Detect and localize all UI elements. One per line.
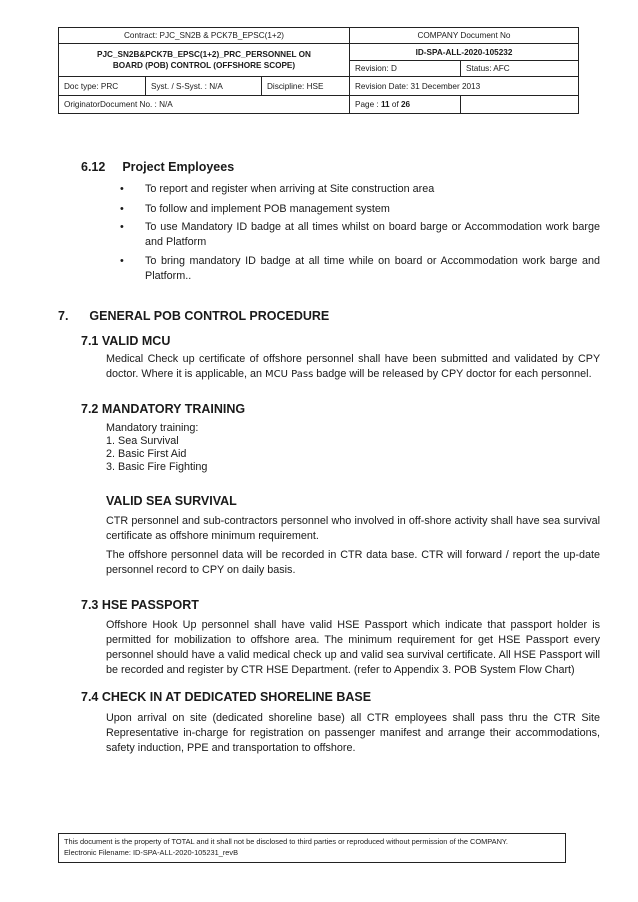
page-cell: [350, 96, 461, 114]
section-7-heading: [58, 309, 329, 323]
training-item: 1. Sea Survival: [106, 435, 179, 447]
bullet-text: To follow and implement POB management system: [145, 203, 390, 215]
discipline-cell: Discipline: HSE: [262, 77, 350, 96]
company-doc-label: COMPANY Document No: [350, 28, 579, 44]
status-cell: Status: AFC: [461, 61, 579, 77]
bullet-text: To report and register when arriving at Site construction area: [145, 183, 435, 195]
originator-doc-cell: OriginatorDocument No. : N/A: [59, 96, 350, 114]
contract-cell: Contract: PJC_SN2B & PCK7B_EPSC(1+2): [59, 28, 350, 44]
section-7-number: 7.: [58, 309, 69, 323]
training-list: [106, 422, 207, 474]
page-of: of: [389, 100, 401, 109]
section-7-3-paragraph: Offshore Hook Up personnel shall have valid HSE Passport which indicate that passport holder is permitted for mobilization to offshore area. The minimum requirement for get HSE Passport every personnel should have a valid medical check up and valid sea survival certificate. All HSE Passport will be recorded and register by CTR HSE Department. (refer to Appendix 3. POB System Flow Chart): [106, 619, 600, 676]
training-item: 2. Basic First Aid: [106, 448, 187, 460]
document-title: [59, 44, 350, 77]
revision-cell: Revision: D: [350, 61, 461, 77]
section-7-4-paragraph: Upon arrival on site (dedicated shoreline base) all CTR employees shall pass thru the CTR Site Representative in-charge for registration on passenger manifest and arrange their accommodations, safety induction, PPE and transportation to offshore.: [106, 712, 600, 754]
document-title-line1: PJC_SN2B&PCK7B_EPSC(1+2)_PRC_PERSONNEL ON: [97, 50, 311, 59]
section-6-12-number: 6.12: [81, 160, 106, 174]
sea-survival-para2: The offshore personnel data will be recorded in CTR data base. CTR will forward / report the up-date personnel record to CPY on daily basis.: [106, 549, 600, 576]
revision-date-cell: Revision Date: 31 December 2013: [350, 77, 579, 96]
document-title-line2: BOARD (POB) CONTROL (OFFSHORE SCOPE): [112, 61, 296, 70]
document-footer: [58, 833, 566, 863]
bullet-text: To bring mandatory ID badge at all time while on board or Accommodation work barge and Platform..: [145, 255, 600, 282]
section-7-title: GENERAL POB CONTROL PROCEDURE: [89, 309, 330, 323]
training-item: 3. Basic Fire Fighting: [106, 461, 208, 473]
mcu-para-line1: Medical Check up certificate of offshore personnel shall have been submitted and validated by CPY: [106, 353, 600, 365]
page-current: 11: [380, 100, 390, 109]
sea-survival-heading: VALID SEA SURVIVAL: [106, 494, 237, 508]
doc-type-cell: Doc type: PRC: [59, 77, 146, 96]
mcu-para-line2c: badge will be released by CPY doctor for each personnel.: [313, 368, 592, 380]
syst-cell: Syst. / S-Syst. : N/A: [146, 77, 262, 96]
page-prefix: Page :: [355, 100, 381, 109]
section-6-12-title: Project Employees: [122, 160, 235, 174]
bullet-text: To use Mandatory ID badge at all times whilst on board barge or Accommodation work barge and Platform: [145, 221, 600, 248]
document-header-table: [58, 27, 579, 114]
sea-survival-para1: CTR personnel and sub-contractors personnel who involved in off-shore activity shall have sea survival certificate as offshore minimum requirement.: [106, 515, 600, 542]
training-intro: Mandatory training:: [106, 422, 199, 434]
section-7-1-paragraph: [106, 352, 600, 382]
section-7-3-heading: 7.3 HSE PASSPORT: [81, 598, 199, 612]
document-number: ID-SPA-ALL-2020-105232: [350, 44, 579, 61]
section-7-2-heading: 7.2 MANDATORY TRAINING: [81, 402, 246, 416]
section-7-4-heading: 7.4 CHECK IN AT DEDICATED SHORELINE BASE: [81, 690, 372, 704]
section-7-1-heading: 7.1 VALID MCU: [81, 334, 171, 348]
empty-cell: [461, 96, 579, 114]
footer-disclaimer: This document is the property of TOTAL and it shall not be disclosed to third parties or reproduced without permission of the COMPANY.: [64, 837, 508, 846]
footer-filename: Electronic Filename: ID-SPA-ALL-2020-105231_revB: [64, 848, 239, 857]
page-total: 26: [401, 100, 411, 109]
mcu-para-line2a: doctor. Where it is applicable, an: [106, 368, 266, 380]
mcu-pass-term: MCU Pass: [265, 369, 314, 380]
section-6-12-heading: [81, 160, 234, 174]
